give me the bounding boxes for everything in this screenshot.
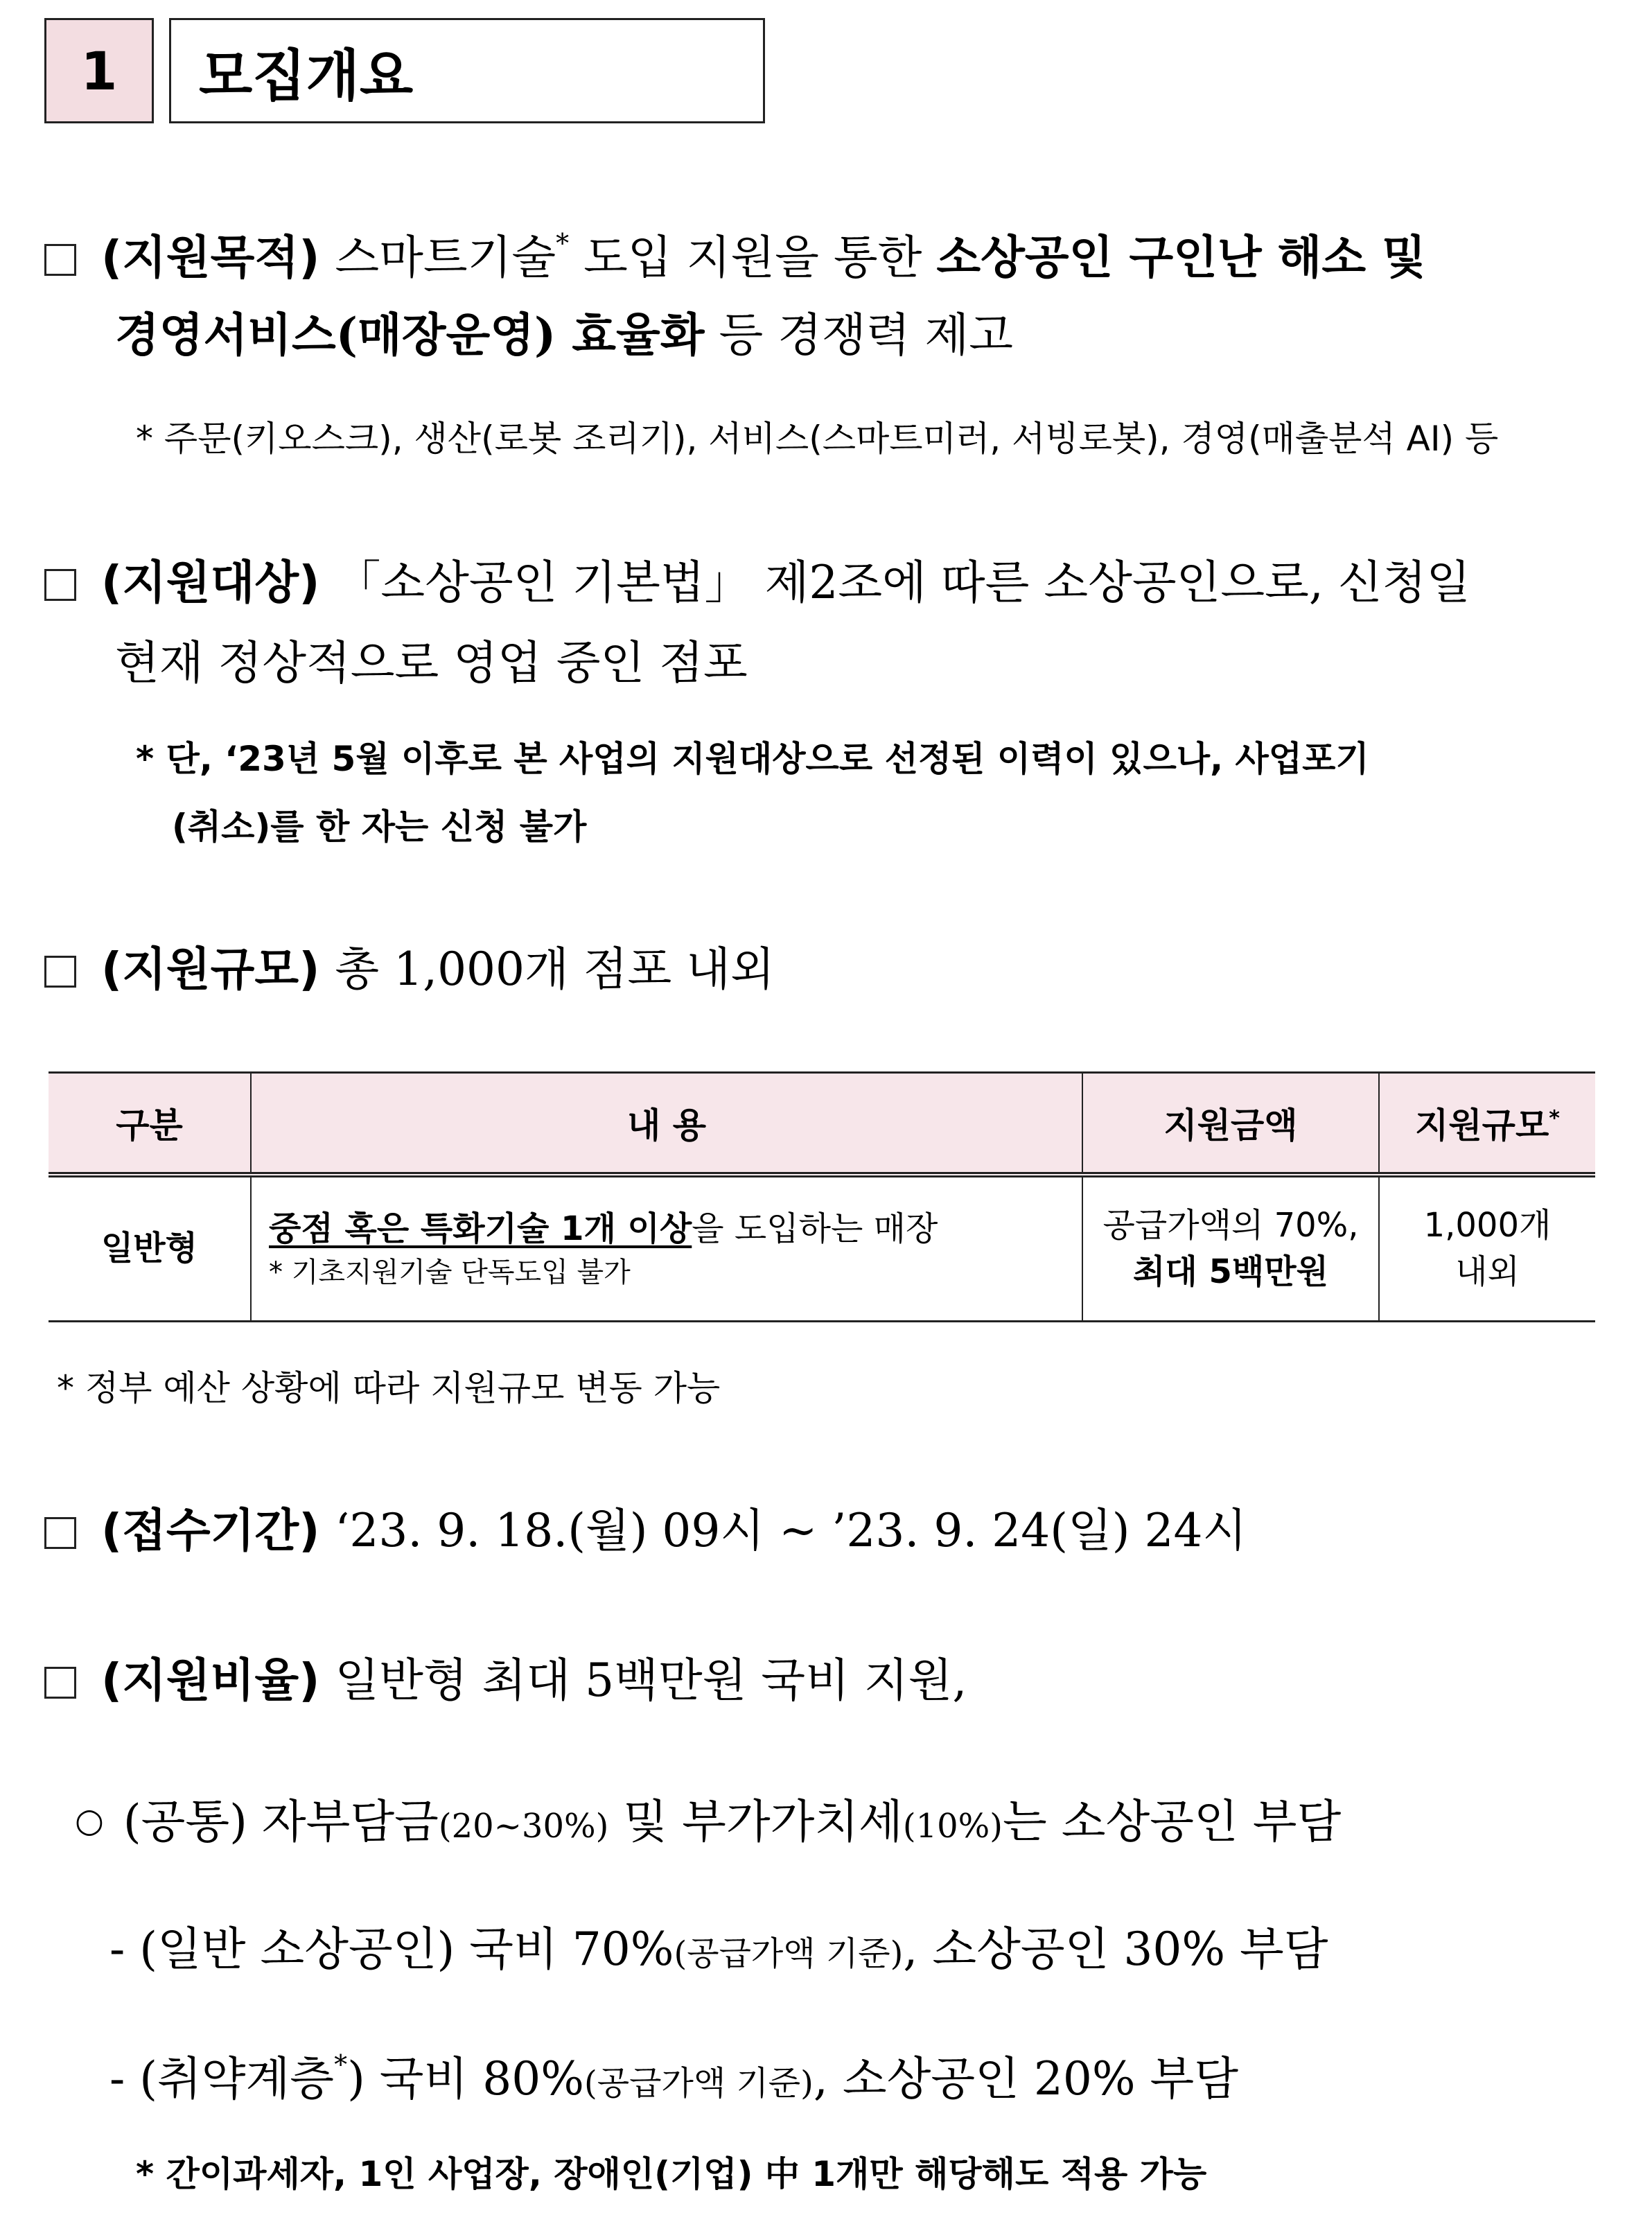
header-scale-star: * <box>1549 1106 1560 1131</box>
checkbox-icon <box>44 244 76 276</box>
ratio-common <box>75 1795 1342 1848</box>
table-footnote: * 정부 예산 상황에 따라 지원규모 변동 가능 <box>57 1368 721 1408</box>
row-content-rest: 을 도입하는 매장 <box>692 1209 938 1249</box>
row-scale-line1: 1,000개 <box>1423 1205 1552 1245</box>
target-line1 <box>44 556 1471 609</box>
checkbox-icon <box>44 569 76 601</box>
checkbox-icon <box>44 1517 76 1549</box>
ratio-note: * 간이과세자, 1인 사업장, 장애인(기업) 中 1개만 해당해도 적용 가능 <box>136 2154 1207 2194</box>
ratio-common-pct2: (10%) <box>902 1807 1003 1846</box>
row-content-underlined: 중점 혹은 특화기술 1개 이상 <box>269 1209 692 1249</box>
section-title-text: 모집개요 <box>199 43 414 108</box>
period-label: (접수기간) <box>101 1504 320 1557</box>
ratio-general-paren: (공급가액 기준) <box>674 1934 904 1973</box>
period-text: ‘23. 9. 18.(월) 09시 ~ ’23. 9. 24(일) 24시 <box>335 1504 1247 1557</box>
purpose-line2 <box>115 308 1013 362</box>
row-content-note: * 기초지원기술 단독도입 불가 <box>269 1256 631 1288</box>
circle-bullet-icon: ○ <box>75 1801 104 1840</box>
period-line <box>44 1504 1247 1557</box>
scale-label: (지원규모) <box>101 943 320 996</box>
support-table <box>49 1071 1595 1322</box>
ratio-general-a: - (일반 소상공인) 국비 70% <box>109 1923 674 1976</box>
row-amount-line2: 최대 5백만원 <box>1133 1252 1328 1291</box>
target-note-line2: (취소)를 한 자는 신청 불가 <box>172 807 587 847</box>
header-amount: 지원금액 <box>1082 1073 1379 1175</box>
row-amount-line1: 공급가액의 70%, <box>1102 1205 1359 1245</box>
table-row <box>49 1175 1595 1322</box>
ratio-general-b: , 소상공인 30% 부담 <box>903 1923 1328 1976</box>
ratio-vulnerable-paren: (공급가액 기준) <box>583 2064 814 2103</box>
ratio-common-a: (공통) 자부담금 <box>123 1795 439 1848</box>
ratio-vulnerable-a: - (취약계층 <box>109 2052 335 2105</box>
ratio-general <box>109 1923 1328 1976</box>
header-content: 내 용 <box>251 1073 1082 1175</box>
purpose-label: (지원목적) <box>101 231 320 284</box>
ratio-vulnerable-star: * <box>334 2049 348 2080</box>
scale-text: 총 1,000개 점포 내외 <box>335 943 775 996</box>
row-type: 일반형 <box>49 1175 251 1322</box>
ratio-label: (지원비율) <box>101 1654 320 1707</box>
header-scale-text: 지원규모 <box>1415 1105 1549 1146</box>
target-note-line1: * 단, ‘23년 5월 이후로 본 사업의 지원대상으로 선정된 이력이 있으나, 사업포기 <box>136 739 1369 779</box>
purpose-text-a: 스마트기술 <box>335 231 556 284</box>
target-text: 「소상공인 기본법」 제2조에 따른 소상공인으로, 신청일 <box>335 556 1471 609</box>
row-content <box>251 1175 1082 1322</box>
ratio-common-c: 는 소상공인 부담 <box>1002 1795 1342 1848</box>
purpose-text-bold: 소상공인 구인난 해소 및 <box>936 230 1426 284</box>
checkbox-icon <box>44 1667 76 1699</box>
purpose-star: * <box>556 228 570 259</box>
ratio-vulnerable-b: ) 국비 80% <box>347 2052 584 2105</box>
ratio-text: 일반형 최대 5백만원 국비 지원, <box>335 1654 967 1707</box>
purpose-line2-bold: 경영서비스(매장운영) 효율화 <box>115 308 705 362</box>
scale-line <box>44 943 775 996</box>
ratio-line <box>44 1654 967 1707</box>
target-line2: 현재 정상적으로 영업 중인 점포 <box>115 636 748 690</box>
row-scale-line2: 내외 <box>1455 1252 1520 1291</box>
ratio-vulnerable <box>109 2049 1239 2105</box>
ratio-vulnerable-c: , 소상공인 20% 부담 <box>813 2052 1239 2105</box>
purpose-note: * 주문(키오스크), 생산(로봇 조리기), 서비스(스마트미러, 서빙로봇), 경영(매출분석 AI) 등 <box>136 419 1499 459</box>
header-scale <box>1379 1073 1595 1175</box>
purpose-line2-rest: 등 경쟁력 제고 <box>719 308 1013 362</box>
row-scale <box>1379 1175 1595 1322</box>
header-type: 구분 <box>49 1073 251 1175</box>
section-title <box>169 18 765 123</box>
ratio-common-pct1: (20~30%) <box>438 1807 609 1846</box>
target-label: (지원대상) <box>101 556 320 609</box>
checkbox-icon <box>44 956 76 988</box>
section-number: 1 <box>44 18 154 123</box>
ratio-common-b: 및 부가가치세 <box>623 1795 903 1848</box>
purpose-line1 <box>44 228 1426 284</box>
row-amount <box>1082 1175 1379 1322</box>
purpose-text-b: 도입 지원을 통한 <box>583 231 922 284</box>
table-header-row <box>49 1073 1595 1175</box>
